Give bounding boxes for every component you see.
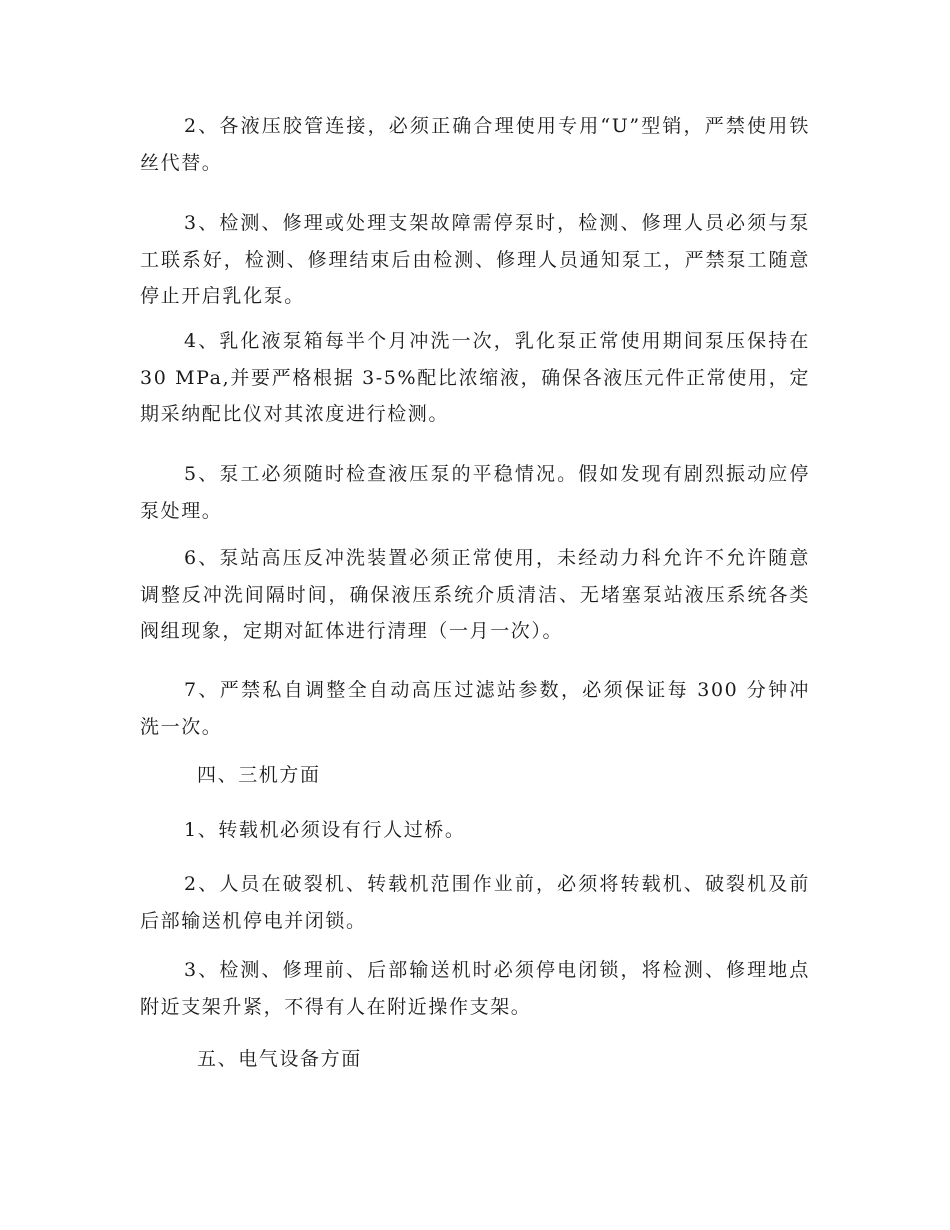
paragraph-transfer-bridge: 1、转载机必须设有行人过桥。 [184,819,466,841]
paragraph-filter-station-params: 7、严禁私自调整全自动高压过滤站参数，必须保证每 300 分钟冲洗一次。 [140,679,810,738]
section-heading-electrical: 五、电气设备方面 [197,1048,362,1070]
paragraph-pump-vibration-check: 5、泵工必须随时检查液压泵的平稳情况。假如发现有剧烈振动应停泵处理。 [140,463,810,522]
paragraph-backflush-device: 6、泵站高压反冲洗装置必须正常使用，未经动力科允许不允许随意调整反冲洗间隔时间，确保液压系统介质清洁、无堵塞泵站液压系统各类阀组现象，定期对缸体进行清理（一月一次）。 [140,547,810,642]
paragraph-conveyor-lockout: 3、检测、修理前、后部输送机时必须停电闭锁，将检测、修理地点附近支架升紧，不得有人在附近操作支架。 [140,959,810,1018]
paragraph-emulsion-tank-flush: 4、乳化液泵箱每半个月冲洗一次，乳化泵正常使用期间泵压保持在 30 MPa,并要严格根据 3-5%配比浓缩液，确保各液压元件正常使用，定期采纳配比仪对其浓度进行检测。 [140,330,810,425]
paragraph-hydraulic-hose-pin: 2、各液压胶管连接，必须正确合理使用专用“U”型销，严禁使用铁丝代替。 [140,115,810,174]
paragraph-pump-stop-inspection: 3、检测、修理或处理支架故障需停泵时，检测、修理人员必须与泵工联系好，检测、修理结束后由检测、修理人员通知泵工，严禁泵工随意停止开启乳化泵。 [140,212,810,307]
paragraph-crusher-lockout: 2、人员在破裂机、转载机范围作业前，必须将转载机、破裂机及前后部输送机停电并闭锁。 [140,873,810,932]
section-heading-three-machines: 四、三机方面 [197,764,321,786]
